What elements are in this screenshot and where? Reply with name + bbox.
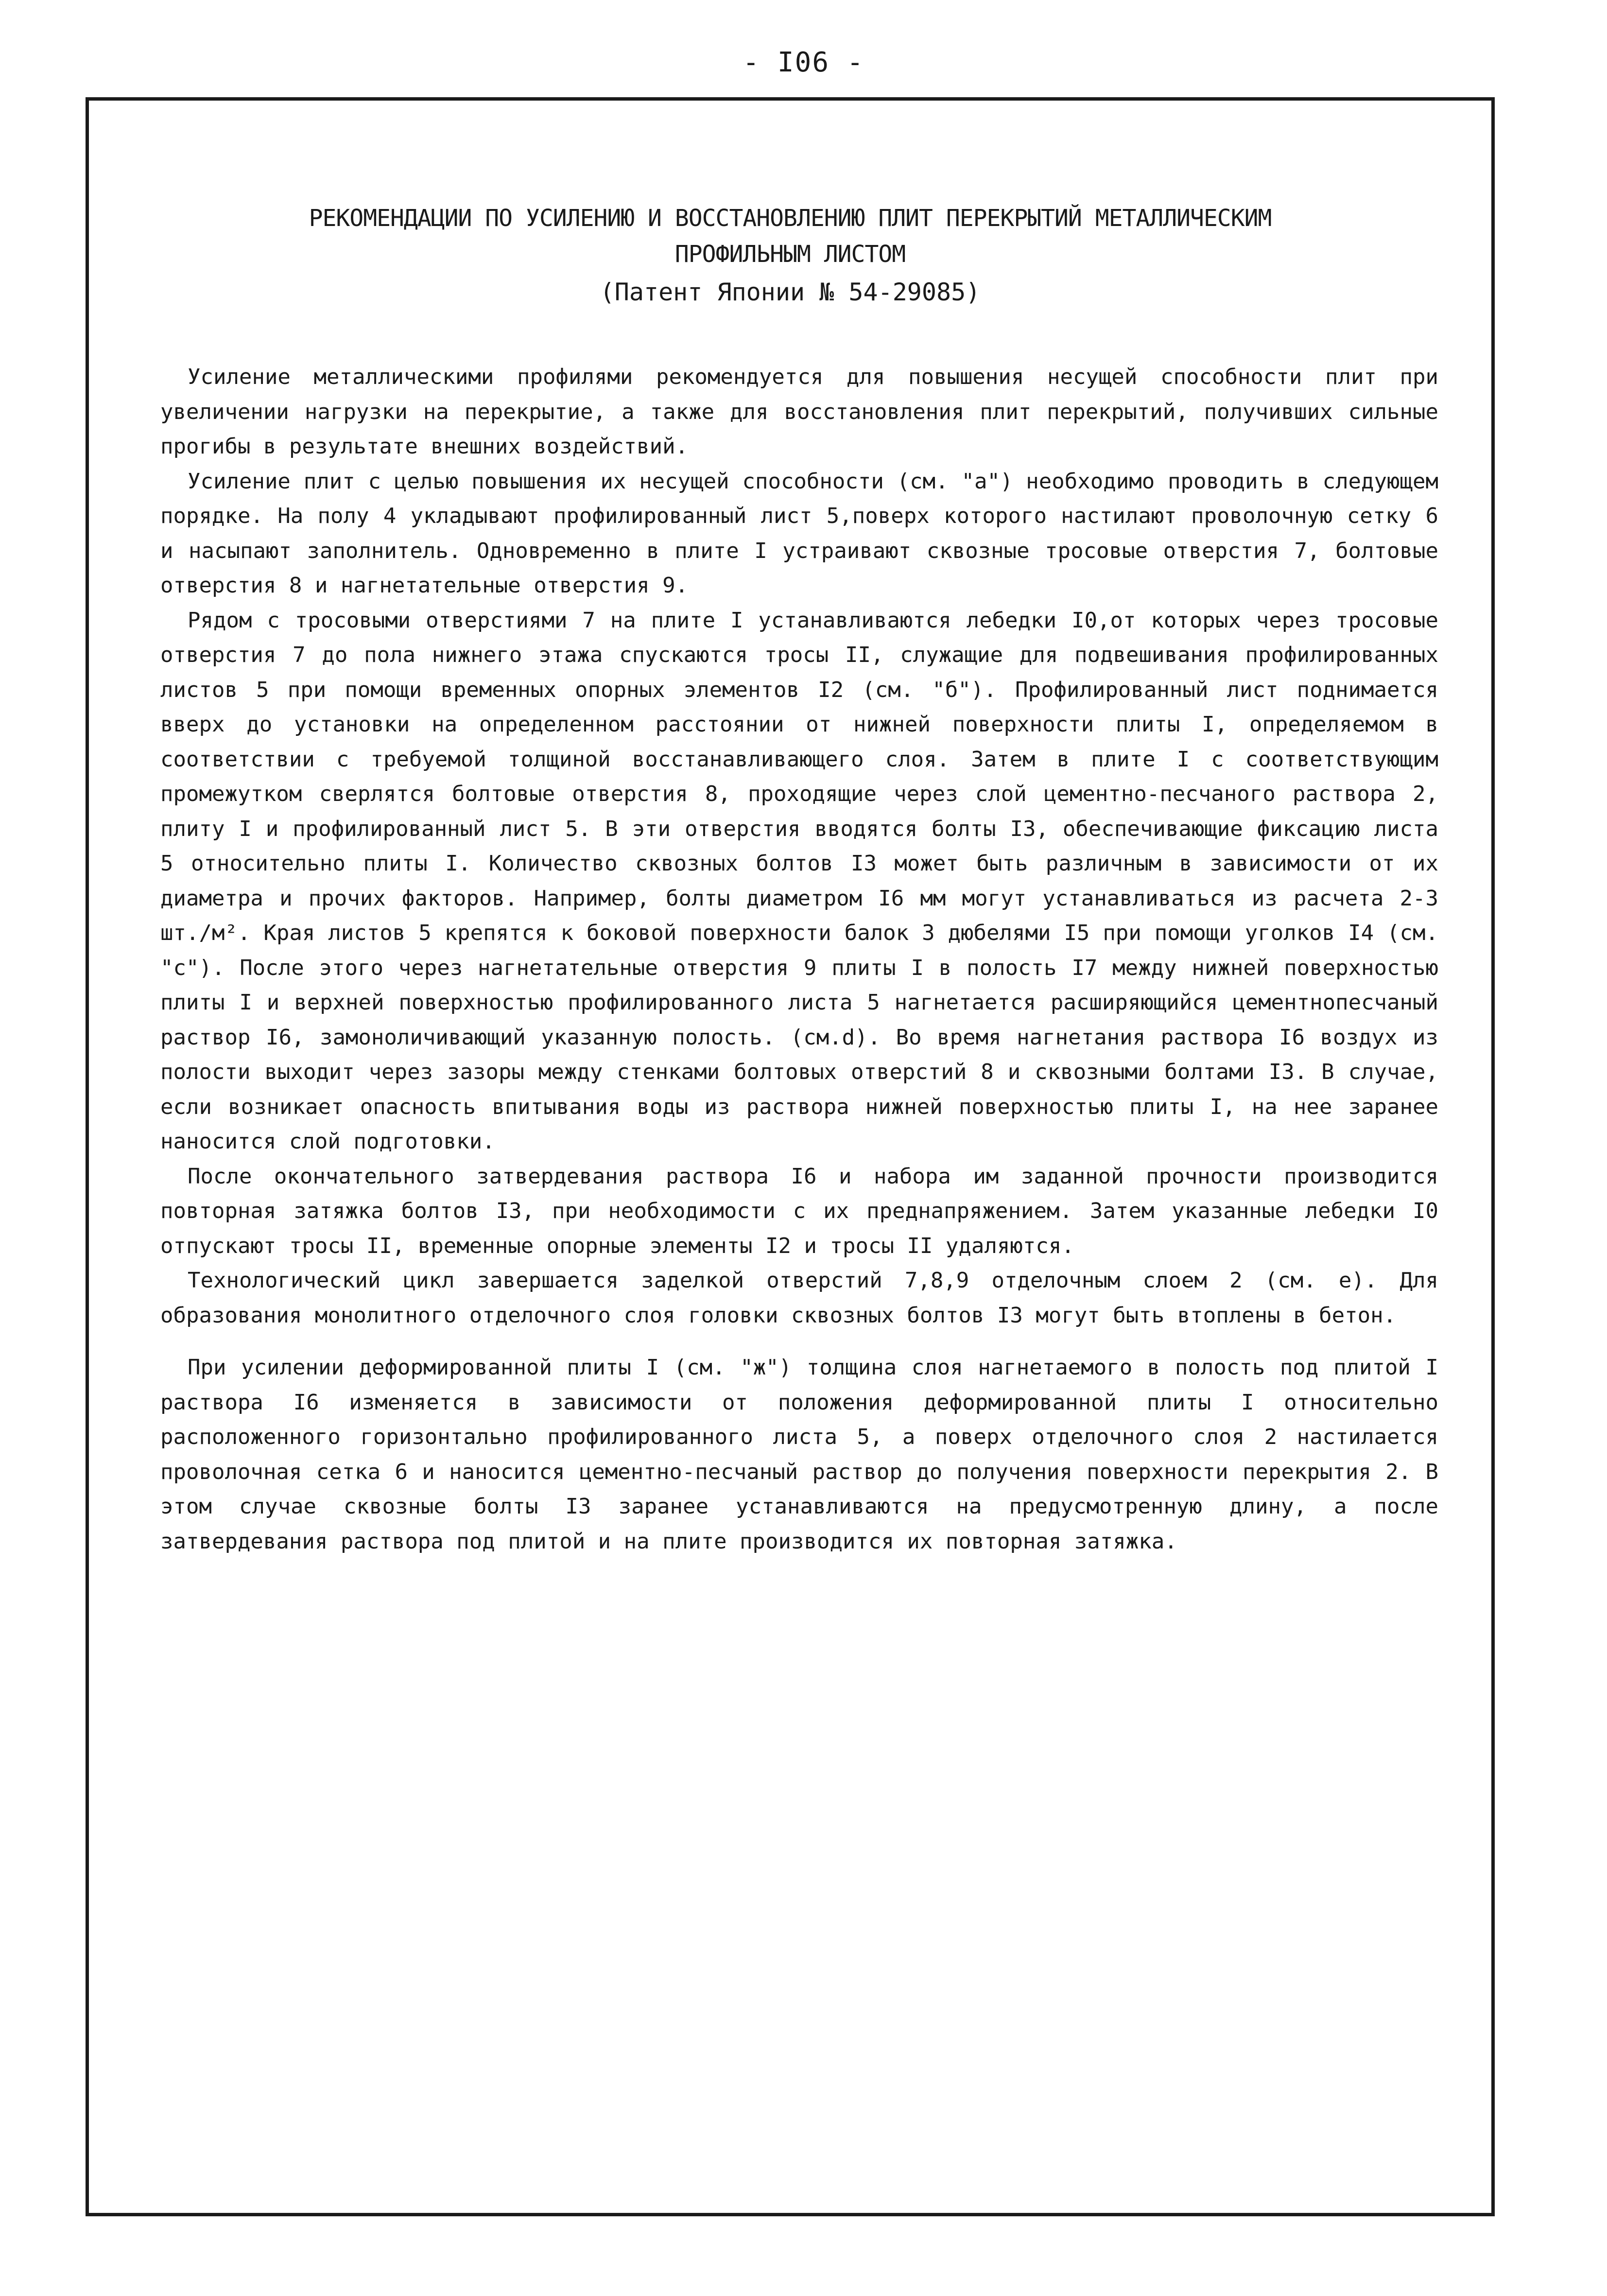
paragraph-retightening: После окончательного затвердевания раствора I6 и набора им заданной прочности производится повторная затяжка болтов I3, при необходимости с их преднапряжением. Затем указанные лебедки I0 отпускают тросы II, временные опорные элементы I2 и тросы II удаляются. xyxy=(160,1164,1438,1258)
paragraph-intro: Усиление металлическими профилями рекомендуется для повышения несущей способности плит при увеличении нагрузки на перекрытие, а также для восстановления плит перекрытий, получивших сильные прогибы в результате внешних воздействий. xyxy=(160,365,1438,459)
patent-reference: (Патент Японии № 54-29085) xyxy=(600,278,981,306)
document-title-line-2: ПРОФИЛЬНЫМ ЛИСТОМ xyxy=(674,241,906,268)
paragraph-procedure: Усиление плит с целью повышения их несущей способности (см. "а") необходимо проводить в следующем порядке. На полу 4 укладывают профилированный лист 5,поверх которого настилают проволочную сетку 6 и насыпают заполнитель. Одновременно в плите I устраивают сквозные тросовые отверстия 7, болтовые отверстия 8 и нагнетательные отверстия 9. xyxy=(160,469,1438,598)
paragraph-deformed-slab: При усилении деформированной плиты I (см. "ж") толщина слоя нагнетаемого в полость под плитой I раствора I6 изменяется в зависимости от положения деформированной плиты I относительно расположенного горизонтально профилированного листа 5, а поверх отделочного слоя 2 настилается проволочная сетка 6 и наносится цементно-песчаный раствор до получения поверхности перекрытия 2. В этом случае сквозные болты I3 заранее устанавливаются на предусмотренную длину, а после затвердевания раствора под плитой и на плите производится их повторная затяжка. xyxy=(160,1355,1438,1554)
document-title-line-1: РЕКОМЕНДАЦИИ ПО УСИЛЕНИЮ И ВОССТАНОВЛЕНИЮ ПЛИТ ПЕРЕКРЫТИЙ МЕТАЛЛИЧЕСКИМ xyxy=(309,205,1272,232)
page-number: - I06 - xyxy=(743,47,864,78)
paragraph-finishing: Технологический цикл завершается заделкой отверстий 7,8,9 отделочным слоем 2 (см. е). Для образования монолитного отделочного слоя головки сквозных болтов I3 могут быть втоплены в бетон. xyxy=(160,1268,1438,1328)
title-block xyxy=(86,200,1495,310)
paragraph-installation: Рядом с тросовыми отверстиями 7 на плите I устанавливаются лебедки I0,от которых через тросовые отверстия 7 до пола нижнего этажа спускаются тросы II, служащие для подвешивания профилированных листов 5 при помощи временных опорных элементов I2 (см. "б"). Профилированный лист поднимается вверх до установки на определенном расстоянии от нижней поверхности плиты I, определяемом в соответствии с требуемой толщиной восстанавливающего слоя. Затем в плите I с соответствующим промежутком сверлятся болтовые отверстия 8, проходящие через слой цементно-песчаного раствора 2, плиту I и профилированный лист 5. В эти отверстия вводятся болты I3, обеспечивающие фиксацию листа 5 относительно плиты I. Количество сквозных болтов I3 может быть различным в зависимости от их диаметра и прочих факторов. Например, болты диаметром I6 мм могут устанавливаться из расчета 2-3 шт./м². Края листов 5 крепятся к боковой поверхности балок 3 дюбелями I5 при помощи уголков I4 (см. "с"). После этого через нагнетательные отверстия 9 плиты I в полость I7 между нижней поверхностью плиты I и верхней поверхностью профилированного листа 5 нагнетается расширяющийся цементнопесчаный раствор I6, замоноличивающий указанную полость. (см.d). Во время нагнетания раствора I6 воздух из полости выходит через зазоры между стенками болтовых отверстий 8 и сквозными болтами I3. В случае, если возникает опасность впитывания воды из раствора нижней поверхностью плиты I, на нее заранее наносится слой подготовки. xyxy=(160,608,1438,1154)
body-text xyxy=(160,360,1438,1559)
